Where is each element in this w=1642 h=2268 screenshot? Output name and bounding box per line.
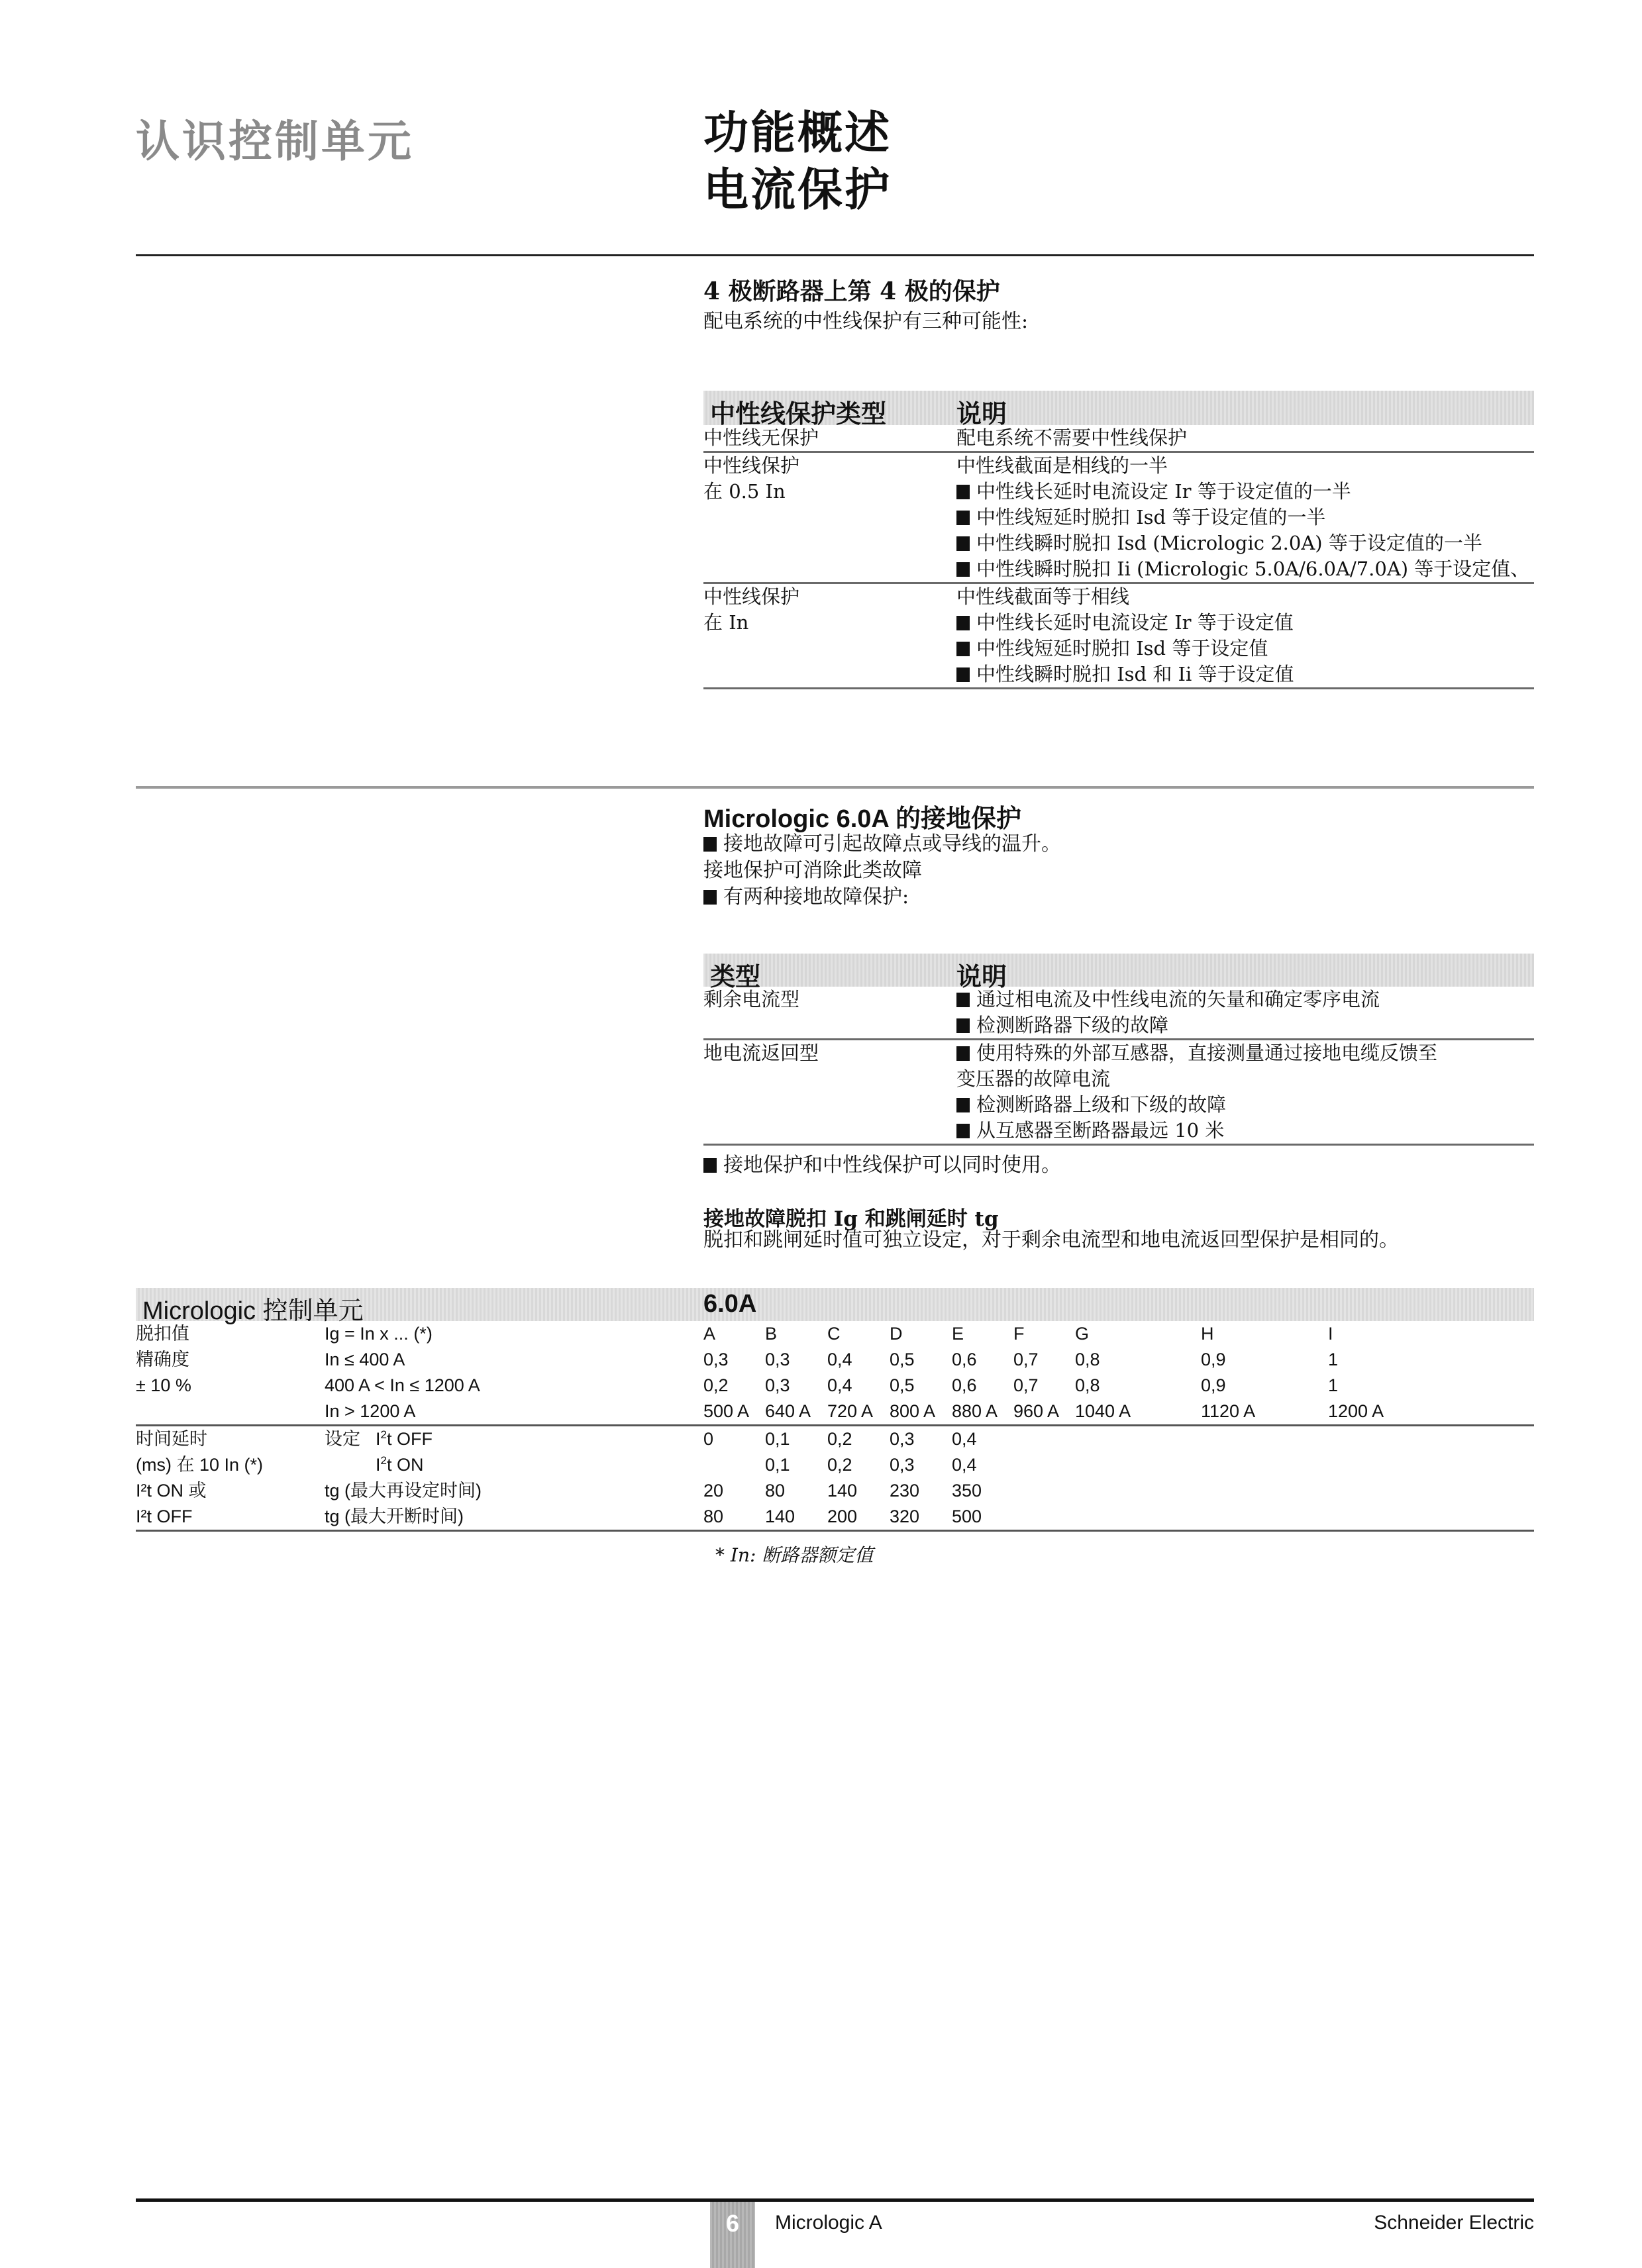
cell: 0,4 — [827, 1350, 852, 1369]
bullet-icon — [956, 642, 970, 656]
pickup-group — [136, 1321, 1534, 1426]
table-row — [703, 584, 1534, 689]
description-line: 中性线长延时电流设定 Ir 等于设定值 — [976, 611, 1294, 634]
description-line: 配电系统不需要中性线保护 — [956, 426, 1188, 449]
table-row — [703, 1040, 1534, 1146]
bullet-icon — [956, 993, 970, 1007]
page-number-badge — [710, 2202, 755, 2268]
cell: H — [1201, 1324, 1214, 1344]
page-title-line-2: 电流保护 — [703, 164, 892, 217]
cell: 0,8 — [1075, 1375, 1100, 1395]
spec-row — [136, 1347, 1534, 1373]
row-label: 时间延时 — [136, 1429, 207, 1450]
cell: 0,5 — [890, 1375, 915, 1395]
ground-note — [703, 1152, 1061, 1179]
row-condition: Ig = In x ... (*) — [325, 1324, 433, 1344]
type-cell: 剩余电流型 — [703, 988, 800, 1011]
bullet-icon — [703, 1158, 717, 1173]
spec-row — [136, 1321, 1534, 1347]
cell: A — [703, 1324, 716, 1344]
section-divider — [136, 786, 1534, 789]
description-line: 中性线截面等于相线 — [956, 585, 1130, 608]
spec-row — [136, 1373, 1534, 1399]
type-cell: 地电流返回型 — [703, 1042, 819, 1064]
cell: 0,2 — [703, 1375, 729, 1395]
intro-line: 接地故障可引起故障点或导线的温升。 — [723, 832, 1061, 856]
cell: 1040 A — [1075, 1401, 1131, 1421]
type-cell: 中性线无保护 — [703, 426, 819, 449]
cell: 880 A — [952, 1401, 998, 1421]
col-header-type: 类型 — [710, 961, 761, 991]
col-header-description: 说明 — [956, 961, 1007, 991]
table-row — [703, 453, 1534, 584]
cell: 0,1 — [765, 1455, 790, 1475]
bullet-icon — [956, 1046, 970, 1061]
cell: 500 A — [703, 1401, 750, 1421]
bullet-icon — [956, 1098, 970, 1112]
cell: 500 — [952, 1506, 982, 1526]
row-condition: $I^2t$ OFF — [376, 1428, 433, 1449]
cell: I — [1328, 1324, 1333, 1344]
row-label: I²t ON 或 — [136, 1481, 207, 1501]
description-line: 使用特殊的外部互感器，直接测量通过接地电缆反馈至 — [976, 1042, 1438, 1064]
cell: C — [827, 1324, 841, 1344]
cell: 0,7 — [1013, 1350, 1039, 1369]
cell: 140 — [765, 1506, 795, 1526]
cell: 0,3 — [765, 1375, 790, 1395]
row-condition: 400 A < In ≤ 1200 A — [325, 1375, 480, 1395]
cell: 20 — [703, 1481, 724, 1501]
cell: 80 — [703, 1506, 724, 1526]
type-cell-sub: 在 In — [703, 611, 749, 634]
cell: 0,5 — [890, 1350, 915, 1369]
spec-row — [136, 1452, 1534, 1478]
col-header-description: 说明 — [956, 399, 1007, 428]
footer-doc-title: Micrologic A — [775, 2212, 882, 2234]
cell: G — [1075, 1324, 1090, 1344]
row-condition: $I^2t$ ON — [376, 1454, 424, 1475]
cell: 0,2 — [827, 1429, 852, 1449]
cell: 0,3 — [765, 1350, 790, 1369]
spec-title-right: 6.0A — [703, 1290, 757, 1318]
cell: 0,4 — [827, 1375, 852, 1395]
cell: 960 A — [1013, 1401, 1060, 1421]
row-label: 脱扣值 — [136, 1324, 189, 1344]
description-line: 中性线瞬时脱扣 Ii (Micrologic 5.0A/6.0A/7.0A) 等于设定值、 — [976, 558, 1530, 580]
footer-brand: Schneider Electric — [1374, 2212, 1534, 2234]
type-cell: 中性线保护 — [703, 585, 800, 608]
spec-row — [136, 1478, 1534, 1504]
note-text: 接地保护和中性线保护可以同时使用。 — [723, 1154, 1061, 1177]
bullet-icon — [956, 536, 970, 551]
bullet-icon — [956, 616, 970, 630]
header-divider — [136, 254, 1534, 256]
footer-divider — [136, 2198, 1534, 2202]
cell: 1120 A — [1201, 1401, 1256, 1421]
table-row — [703, 987, 1534, 1040]
i2t-on-label: t ON — [386, 1455, 424, 1475]
table-header — [703, 954, 1534, 991]
row-label: 精确度 — [136, 1350, 189, 1370]
table-header — [703, 391, 1534, 428]
bullet-icon — [703, 837, 717, 852]
bullet-icon — [956, 485, 970, 499]
cell: 80 — [765, 1481, 786, 1501]
cell: 140 — [827, 1481, 858, 1501]
description-line: 中性线截面是相线的一半 — [956, 454, 1168, 477]
cell: B — [765, 1324, 778, 1344]
description-line: 中性线瞬时脱扣 Isd (Micrologic 2.0A) 等于设定值的一半 — [976, 532, 1482, 554]
cell: 0,2 — [827, 1455, 852, 1475]
intro-line: 有两种接地故障保护: — [723, 885, 909, 909]
row-label: ± 10 % — [136, 1375, 191, 1395]
row-condition: In > 1200 A — [325, 1401, 416, 1421]
type-cell-sub: 在 0.5 In — [703, 480, 786, 503]
row-condition-prefix: 设定 — [325, 1429, 360, 1450]
cell: E — [952, 1324, 964, 1344]
page-title — [703, 105, 892, 219]
neutral-heading: 4 极断路器上第 4 极的保护 — [703, 277, 1000, 305]
description-line: 中性线短延时脱扣 Isd 等于设定值 — [976, 637, 1268, 660]
cell: 0,7 — [1013, 1375, 1039, 1395]
cell: 0,3 — [890, 1429, 915, 1449]
description-line: 检测断路器下级的故障 — [976, 1014, 1169, 1036]
description-line: 中性线瞬时脱扣 Isd 和 Ii 等于设定值 — [976, 663, 1294, 685]
row-label: (ms) 在 10 In (*) — [136, 1455, 264, 1475]
cell: F — [1013, 1324, 1025, 1344]
ground-protection-table — [703, 954, 1534, 1146]
page-number: 6 — [725, 2210, 740, 2237]
cell: 1200 A — [1328, 1401, 1384, 1421]
cell: 800 A — [890, 1401, 936, 1421]
spec-row — [136, 1399, 1534, 1424]
bullet-icon — [956, 1018, 970, 1033]
cell: 0,6 — [952, 1375, 977, 1395]
row-condition: In ≤ 400 A — [325, 1350, 405, 1369]
row-label: I²t OFF — [136, 1506, 193, 1526]
page-title-line-1: 功能概述 — [703, 107, 892, 160]
ground-intro — [703, 831, 1061, 911]
cell: 0,9 — [1201, 1375, 1226, 1395]
row-condition: tg (最大开断时间) — [325, 1506, 464, 1526]
description-line: 变压器的故障电流 — [956, 1067, 1111, 1090]
section-title: 认识控制单元 — [136, 115, 414, 167]
intro-line: 接地保护可消除此类故障 — [703, 859, 922, 882]
cell: 0,3 — [890, 1455, 915, 1475]
type-cell: 中性线保护 — [703, 454, 800, 477]
bullet-icon — [956, 1124, 970, 1138]
neutral-intro: 配电系统的中性线保护有三种可能性: — [703, 310, 1029, 333]
cell: 640 A — [765, 1401, 811, 1421]
cell: 1 — [1328, 1350, 1339, 1369]
cell: 0 — [703, 1429, 714, 1449]
col-header-type: 中性线保护类型 — [710, 399, 887, 428]
cell: 0,4 — [952, 1429, 977, 1449]
cell: D — [890, 1324, 903, 1344]
cell: 0,4 — [952, 1455, 977, 1475]
cell: 320 — [890, 1506, 920, 1526]
description-line: 中性线短延时脱扣 Isd 等于设定值的一半 — [976, 506, 1326, 528]
cell: 230 — [890, 1481, 920, 1501]
i2t-off-label: t OFF — [386, 1429, 433, 1449]
description-line: 检测断路器上级和下级的故障 — [976, 1093, 1227, 1116]
spec-table-header — [136, 1288, 1534, 1325]
delay-group — [136, 1426, 1534, 1532]
cell: 0,8 — [1075, 1350, 1100, 1369]
cell: 0,9 — [1201, 1350, 1226, 1369]
bullet-icon — [956, 511, 970, 525]
ground-sub-text: 脱扣和跳闸延时值可独立设定，对于剩余电流型和地电流返回型保护是相同的。 — [703, 1228, 1399, 1252]
cell: 200 — [827, 1506, 858, 1526]
cell: 350 — [952, 1481, 982, 1501]
micrologic-spec-table — [136, 1288, 1534, 1532]
spec-row — [136, 1426, 1534, 1452]
table-row — [703, 425, 1534, 453]
cell: 1 — [1328, 1375, 1339, 1395]
description-line: 从互感器至断路器最远 10 米 — [976, 1119, 1225, 1142]
neutral-protection-table — [703, 391, 1534, 689]
footnote: * In: 断路器额定值 — [715, 1544, 874, 1566]
cell: 720 A — [827, 1401, 874, 1421]
row-condition: tg (最大再设定时间) — [325, 1481, 482, 1501]
description-line: 通过相电流及中性线电流的矢量和确定零序电流 — [976, 988, 1380, 1011]
ground-heading: Micrologic 6.0A 的接地保护 — [703, 805, 1021, 833]
cell: 0,6 — [952, 1350, 977, 1369]
spec-title-left: Micrologic 控制单元 — [142, 1297, 364, 1325]
ground-sub-heading: 接地故障脱扣 Ig 和跳闸延时 tg — [703, 1207, 999, 1231]
bullet-icon — [956, 667, 970, 682]
spec-row — [136, 1504, 1534, 1530]
cell: 0,3 — [703, 1350, 729, 1369]
bullet-icon — [703, 890, 717, 905]
bullet-icon — [956, 562, 970, 577]
description-line: 中性线长延时电流设定 Ir 等于设定值的一半 — [976, 480, 1351, 503]
cell: 0,1 — [765, 1429, 790, 1449]
